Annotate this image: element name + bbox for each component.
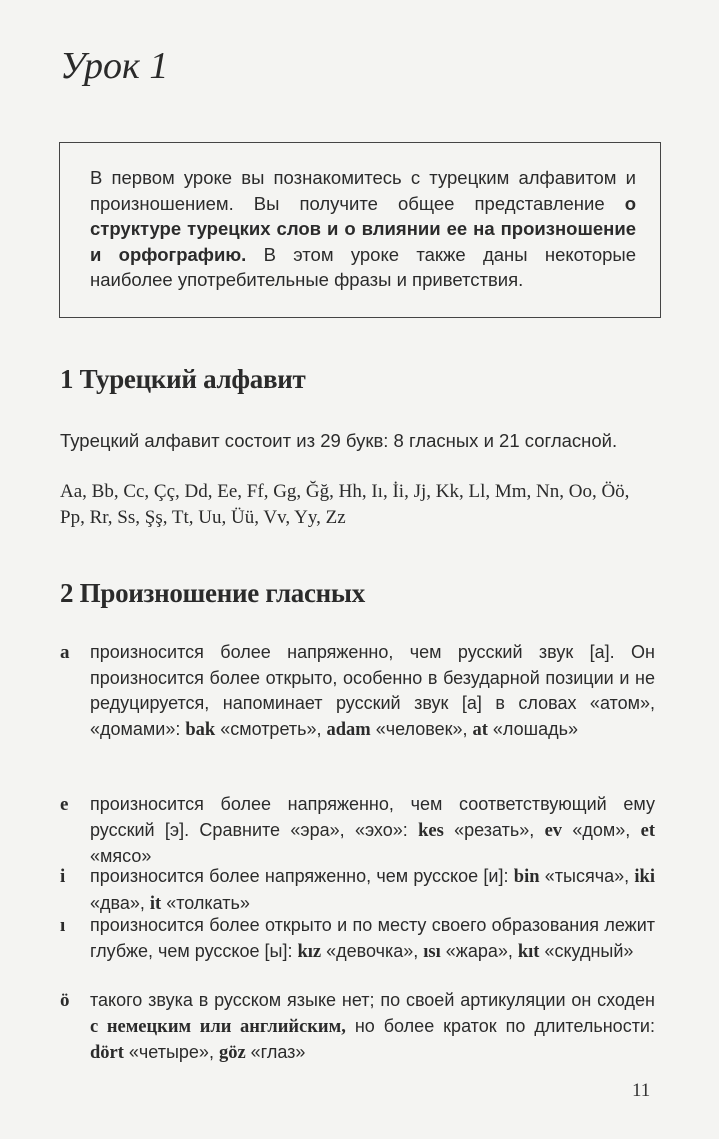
section-heading-alphabet: 1 Турецкий алфавит	[60, 364, 306, 394]
lesson-title: Урок 1	[60, 45, 169, 87]
vowel-description: произносится более напряженно, чем русское [и]: bin «тысяча», iki «два», it «толкать»	[90, 866, 655, 914]
vowel-letter: a	[60, 642, 70, 663]
vowel-description: произносится более напряженно, чем соответствующий ему русский [э]. Сравните «эра», «эхо»: kes «резать», ev «дом», et «мясо»	[90, 794, 655, 866]
vowel-description: произносится более открыто и по месту своего образования лежит глубже, чем русское [ы]: kız «девочка», ısı «жара», kıt «скудный»	[90, 915, 655, 962]
vowel-letter: ö	[60, 990, 70, 1011]
intro-text-start: В первом уроке вы познакомитесь с турецким алфавитом и произношением. Вы получите общее представление	[90, 167, 636, 214]
vowel-letter: ı	[60, 915, 66, 936]
vowel-letter: i	[60, 866, 66, 887]
vowel-item-e	[60, 792, 655, 870]
page-number: 11	[632, 1080, 651, 1101]
vowel-item-i	[60, 864, 655, 917]
section-heading-vowels: 2 Произношение гласных	[60, 578, 365, 608]
vowel-item-dotless-i	[60, 913, 655, 965]
intro-box	[59, 142, 661, 318]
intro-text-end: В этом уроке также даны некоторые наиболее употребительные фразы и приветствия.	[90, 243, 636, 290]
vowel-item-o-umlaut	[60, 988, 655, 1067]
vowel-letter: e	[60, 794, 69, 815]
vowel-item-a	[60, 640, 655, 743]
intro-text-bold: о структуре турецких слов и о влиянии ее на произношение и орфографию.	[90, 192, 636, 265]
alphabet-description: Турецкий алфавит состоит из 29 букв: 8 гласных и 21 согласной.	[60, 430, 618, 451]
vowel-description: такого звука в русском языке нет; по своей артикуляции он сходен с немецким или английским, но более краток по длительности: dört «четыре», göz «глаз»	[90, 990, 655, 1063]
alphabet-letters: Aa, Bb, Cc, Çç, Dd, Ee, Ff, Gg, Ğğ, Hh, Iı, İi, Jj, Kk, Ll, Mm, Nn, Oo, Öö, Pp, Rr, Ss, Şş, Tt, Uu, Üü, Vv, Yy, Zz	[60, 481, 630, 528]
vowel-description: произносится более напряженно, чем русский звук [а]. Он произносится более открыто, особенно в безударной позиции и не редуцируется, напоминает русский звук [а] в словах «атом», «домами»: bak «смотреть», adam «человек», at «лошадь»	[90, 642, 655, 740]
